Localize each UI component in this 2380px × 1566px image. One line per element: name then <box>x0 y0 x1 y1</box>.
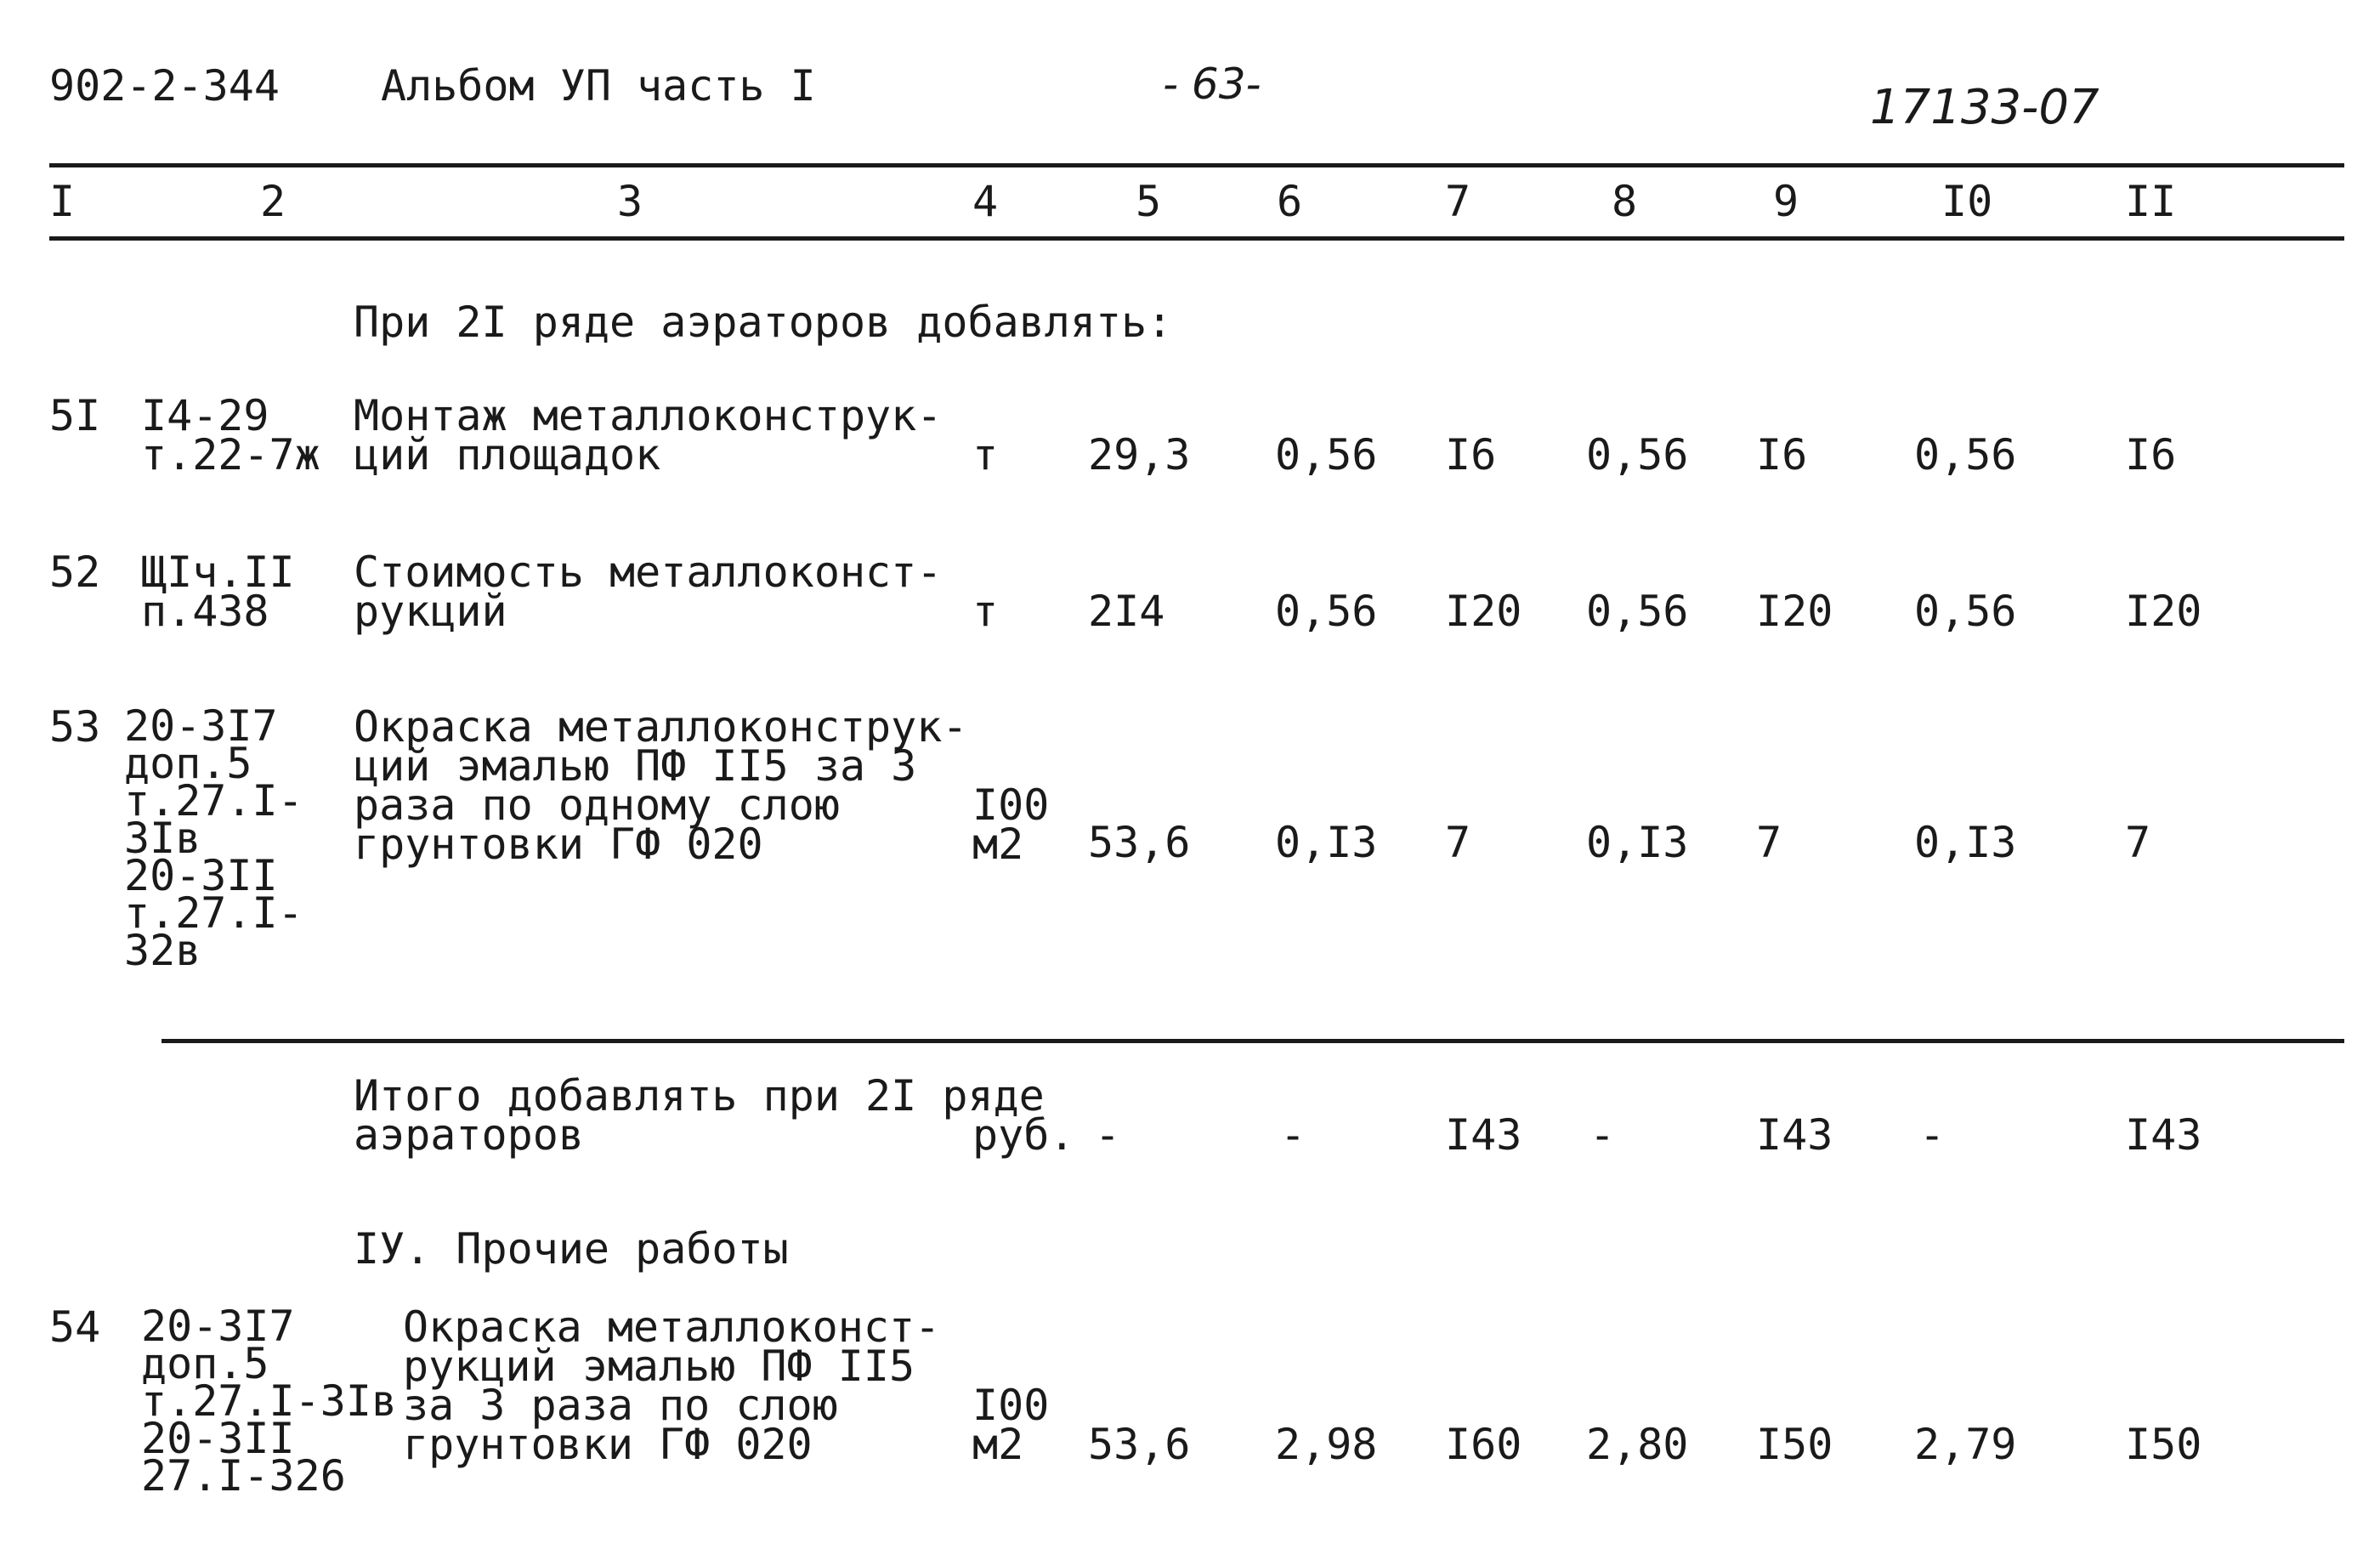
album-title: Альбом УП часть I <box>381 61 816 111</box>
row-reference: ЩIч.II п.438 <box>141 548 295 636</box>
column-number-6: 6 <box>1277 177 1303 226</box>
row-col-6: 0,I3 <box>1275 818 1378 867</box>
row-unit: I00 м2 <box>972 1381 1050 1469</box>
row-col-8: 2,80 <box>1586 1420 1689 1469</box>
row-unit: т <box>972 430 999 479</box>
header-bottom-rule <box>49 236 2344 241</box>
column-number-9: 9 <box>1773 177 1799 226</box>
row-col-10: 0,56 <box>1914 430 2017 479</box>
row-col-7: 7 <box>1445 818 1471 867</box>
total-col-5: - <box>1095 1110 1121 1160</box>
row-col-9: I20 <box>1756 587 1833 636</box>
row-number: 53 <box>49 702 101 752</box>
row-col-10: 0,56 <box>1914 587 2017 636</box>
row-col-11: I20 <box>2125 587 2202 636</box>
row-col-6: 0,56 <box>1275 587 1378 636</box>
total-col-8: - <box>1590 1110 1616 1160</box>
row-description: Окраска металлоконструк- ций эмалью ПФ II5 за 3 раза по одному слою грунтовки ГФ 020 <box>354 702 968 869</box>
header-top-rule <box>49 163 2344 167</box>
row-number: 54 <box>49 1302 101 1352</box>
row-col-5: 29,3 <box>1088 430 1191 479</box>
document-code: 902-2-344 <box>49 61 280 111</box>
row-col-5: 53,6 <box>1088 1420 1191 1469</box>
column-number-8: 8 <box>1612 177 1638 226</box>
row-col-6: 2,98 <box>1275 1420 1378 1469</box>
column-number-2: 2 <box>260 177 286 226</box>
total-col-6: - <box>1280 1110 1306 1160</box>
column-number-5: 5 <box>1136 177 1162 226</box>
row-col-7: I60 <box>1445 1420 1522 1469</box>
row-col-5: 53,6 <box>1088 818 1191 867</box>
column-number-1: I <box>49 177 76 226</box>
total-col-10: - <box>1919 1110 1946 1160</box>
column-number-11: II <box>2125 177 2177 226</box>
row-description: Стоимость металлоконст- рукций <box>354 548 943 636</box>
total-col-7: I43 <box>1445 1110 1522 1160</box>
row-col-10: 2,79 <box>1914 1420 2017 1469</box>
row-description: Окраска металлоконст- рукций эмалью ПФ II5 за 3 раза по слою грунтовки ГФ 020 <box>403 1302 941 1469</box>
row-col-11: 7 <box>2125 818 2151 867</box>
row-col-7: I6 <box>1445 430 1497 479</box>
row-col-8: 0,I3 <box>1586 818 1689 867</box>
row-reference: I4-29 т.22-7ж <box>141 391 320 479</box>
row-col-5: 2I4 <box>1088 587 1165 636</box>
row-col-8: 0,56 <box>1586 430 1689 479</box>
row-description: Монтаж металлоконструк- ций площадок <box>354 391 943 479</box>
column-number-3: 3 <box>617 177 643 226</box>
total-unit: руб. <box>972 1110 1075 1160</box>
row-col-11: I6 <box>2125 430 2177 479</box>
column-number-4: 4 <box>972 177 999 226</box>
row-reference: 20-3I7 доп.5 т.27.I- 3Iв 20-3II т.27.I- 32в <box>124 701 303 975</box>
total-description: Итого добавлять при 2I ряде аэраторов <box>354 1071 1045 1160</box>
total-rule <box>162 1039 2344 1043</box>
row-col-9: I50 <box>1756 1420 1833 1469</box>
row-col-10: 0,I3 <box>1914 818 2017 867</box>
total-col-9: I43 <box>1756 1110 1833 1160</box>
sheet-code: 17133-07 <box>1870 80 2100 135</box>
row-number: 5I <box>49 391 101 440</box>
row-number: 52 <box>49 548 101 597</box>
row-col-9: I6 <box>1756 430 1808 479</box>
row-unit: I00 м2 <box>972 780 1050 869</box>
section-title: При 2I ряде аэраторов добавлять: <box>354 298 1173 347</box>
row-col-11: I50 <box>2125 1420 2202 1469</box>
row-reference: 20-3I7 доп.5 т.27.I-3Iв 20-3II 27.I-326 <box>141 1302 398 1501</box>
section-title: IУ. Прочие работы <box>354 1224 789 1274</box>
row-col-6: 0,56 <box>1275 430 1378 479</box>
row-unit: т <box>972 587 999 636</box>
column-number-10: I0 <box>1941 177 1993 226</box>
row-col-8: 0,56 <box>1586 587 1689 636</box>
row-col-7: I20 <box>1445 587 1522 636</box>
page-number: - 63- <box>1163 60 1261 109</box>
total-col-11: I43 <box>2125 1110 2202 1160</box>
row-col-9: 7 <box>1756 818 1782 867</box>
column-number-7: 7 <box>1445 177 1471 226</box>
